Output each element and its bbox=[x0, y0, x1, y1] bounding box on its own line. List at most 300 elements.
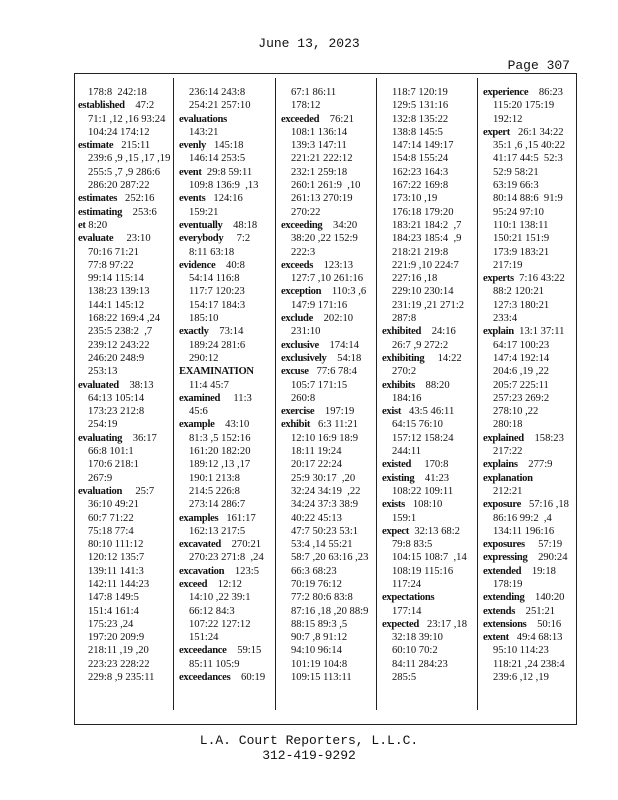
index-refs-line: 178:8 242:18 bbox=[88, 87, 147, 98]
index-refs-line: 47:7 50:23 53:1 bbox=[291, 525, 359, 537]
index-term-line bbox=[382, 458, 480, 471]
index-refs-line: 75:18 77:4 bbox=[88, 525, 134, 537]
index-term: explained bbox=[483, 432, 524, 444]
index-refs: 202:10 bbox=[313, 313, 354, 325]
index-term-line bbox=[179, 671, 277, 684]
index-term-line bbox=[179, 259, 277, 272]
index-term: excavated bbox=[179, 539, 222, 551]
index-refs-line: 105:7 171:15 bbox=[291, 379, 348, 391]
index-refs-line: 233:4 bbox=[493, 313, 518, 325]
index-refs-line: 151:4 161:4 bbox=[88, 605, 139, 617]
index-term: exhibiting bbox=[382, 352, 425, 364]
index-refs: 290:24 bbox=[527, 552, 568, 564]
index-refs-line: 8:11 63:18 bbox=[189, 246, 235, 258]
index-refs-line: 183:21 184:2 ,7 bbox=[392, 219, 462, 231]
index-term-line bbox=[78, 219, 176, 232]
index-term: examined bbox=[179, 392, 221, 404]
index-term-line bbox=[179, 578, 277, 591]
footer bbox=[0, 733, 618, 763]
index-refs: 108:10 bbox=[404, 499, 443, 511]
index-refs-line: 38:20 ,22 152:9 bbox=[291, 233, 358, 245]
index-term-line bbox=[382, 352, 480, 365]
index-refs-line: 192:12 bbox=[493, 113, 523, 125]
index-refs: 86:23 bbox=[528, 87, 563, 98]
index-term: exposure bbox=[483, 499, 522, 511]
index-refs-line: 176:18 179:20 bbox=[392, 206, 454, 218]
index-term: evaluating bbox=[78, 432, 123, 444]
index-term: evaluations bbox=[179, 113, 227, 125]
index-refs-line: 257:23 269:2 bbox=[493, 392, 550, 404]
index-refs-line: 80:10 111:12 bbox=[88, 539, 144, 551]
index-refs-line: 167:22 169:8 bbox=[392, 180, 449, 192]
index-refs-line: 60:7 71:22 bbox=[88, 512, 134, 524]
index-refs-line: 280:18 bbox=[493, 419, 523, 431]
index-term: exists bbox=[382, 499, 405, 511]
index-refs: 57:16 ,18 bbox=[521, 499, 569, 511]
index-refs-line: 88:2 120:21 bbox=[493, 286, 544, 298]
index-term-line bbox=[483, 591, 581, 604]
index-term: exhibit bbox=[281, 419, 311, 431]
index-refs-line: 64:17 100:23 bbox=[493, 339, 550, 351]
index-column-5 bbox=[483, 86, 581, 684]
index-refs: 48:18 bbox=[222, 219, 258, 231]
index-term-line bbox=[483, 458, 581, 471]
index-term: estimating bbox=[78, 206, 123, 218]
index-refs-line: 64:13 105:14 bbox=[88, 392, 145, 404]
index-refs-line: 115:20 175:19 bbox=[493, 100, 555, 112]
index-refs-line: 109:15 113:11 bbox=[291, 672, 352, 684]
index-term-line bbox=[78, 485, 176, 498]
index-refs-line: 151:24 bbox=[189, 632, 219, 644]
index-refs-line: 168:22 169:4 ,24 bbox=[88, 313, 161, 325]
index-refs-line: 218:21 219:8 bbox=[392, 246, 449, 258]
index-refs-line: 53:4 ,14 55:21 bbox=[291, 539, 353, 551]
index-refs: 26:1 34:22 bbox=[510, 126, 564, 138]
index-refs-line: 161:20 182:20 bbox=[189, 446, 251, 458]
index-term-line bbox=[78, 432, 176, 445]
index-refs-line: 254:19 bbox=[88, 419, 118, 431]
index-refs: 38:13 bbox=[118, 379, 154, 391]
index-refs: 88:20 bbox=[414, 379, 450, 391]
index-refs-line: 11:4 45:7 bbox=[189, 379, 229, 391]
index-refs-line: 178:19 bbox=[493, 578, 523, 590]
index-refs-line: 147:4 192:14 bbox=[493, 352, 550, 364]
index-term: exceeding bbox=[281, 219, 323, 231]
index-term: exceedances bbox=[179, 672, 231, 684]
index-refs: 8:20 bbox=[85, 219, 108, 231]
index-refs: 12:12 bbox=[207, 578, 242, 590]
index-term: exclusively bbox=[281, 352, 327, 364]
index-refs-line: 77:2 80:6 83:8 bbox=[291, 592, 353, 604]
index-refs-line: 54:14 116:8 bbox=[189, 273, 240, 285]
index-refs-line: 147:8 149:5 bbox=[88, 592, 139, 604]
index-term-line bbox=[281, 418, 379, 431]
index-term: exactly bbox=[179, 326, 209, 338]
index-term-line bbox=[483, 325, 581, 338]
index-refs-line: 36:10 49:21 bbox=[88, 499, 139, 511]
index-refs-line: 185:10 bbox=[189, 313, 219, 325]
index-refs-line: 64:15 76:10 bbox=[392, 419, 443, 431]
index-term: evidence bbox=[179, 259, 216, 271]
index-term: exercise bbox=[281, 406, 315, 418]
index-refs: 32:13 68:2 bbox=[409, 525, 460, 537]
index-refs-line: 217:19 bbox=[493, 259, 523, 271]
index-refs-line: 94:10 96:14 bbox=[291, 645, 342, 657]
index-term-line bbox=[78, 232, 176, 245]
index-refs: 6:3 11:21 bbox=[310, 419, 358, 431]
index-term: eventually bbox=[179, 219, 223, 231]
index-term: evaluation bbox=[78, 485, 123, 497]
index-term: exclude bbox=[281, 313, 314, 325]
index-refs-line: 26:7 ,9 272:2 bbox=[392, 339, 449, 351]
index-refs-line: 81:3 ,5 152:16 bbox=[189, 432, 251, 444]
index-refs-line: 159:21 bbox=[189, 206, 219, 218]
index-refs-line: 261:13 270:19 bbox=[291, 193, 353, 205]
index-column-2 bbox=[179, 86, 277, 684]
index-term: extends bbox=[483, 605, 516, 617]
index-refs: 76:21 bbox=[319, 113, 354, 125]
index-refs-line: 178:12 bbox=[291, 100, 321, 112]
index-refs: 270:21 bbox=[221, 539, 262, 551]
index-term: expressing bbox=[483, 552, 528, 564]
index-refs: 140:20 bbox=[524, 592, 565, 604]
index-refs-line: 147:9 171:16 bbox=[291, 299, 348, 311]
index-refs-line: 244:11 bbox=[392, 446, 422, 458]
index-refs-line: 52:9 58:21 bbox=[493, 166, 539, 178]
index-refs-line: 108:19 115:16 bbox=[392, 565, 454, 577]
index-refs: 49:4 68:13 bbox=[508, 632, 563, 644]
index-term: evaluated bbox=[78, 379, 119, 391]
index-term-line bbox=[179, 192, 277, 205]
index-term: example bbox=[179, 419, 215, 431]
index-refs: 57:19 bbox=[524, 539, 563, 551]
index-refs-line: 138:23 139:13 bbox=[88, 286, 150, 298]
index-refs-line: 85:11 105:9 bbox=[189, 658, 240, 670]
index-refs: 14:22 bbox=[424, 352, 462, 364]
index-term: extended bbox=[483, 565, 522, 577]
index-term-line bbox=[78, 379, 176, 392]
index-term-line bbox=[281, 405, 379, 418]
index-term-line bbox=[78, 99, 176, 112]
index-refs: 7:16 43:22 bbox=[513, 273, 565, 285]
index-term: estimate bbox=[78, 140, 114, 152]
index-term: exhibits bbox=[382, 379, 415, 391]
index-term-line bbox=[382, 498, 480, 511]
index-term-line bbox=[483, 538, 581, 551]
index-term-line bbox=[179, 512, 277, 525]
index-refs-line: 99:14 115:14 bbox=[88, 273, 144, 285]
index-refs-line: 212:21 bbox=[493, 485, 523, 497]
index-refs-line: 12:10 16:9 18:9 bbox=[291, 432, 359, 444]
index-refs: 19:18 bbox=[521, 565, 556, 577]
index-term: exhibited bbox=[382, 326, 422, 338]
index-refs-line: 86:16 99:2 ,4 bbox=[493, 512, 552, 524]
index-term: exceeds bbox=[281, 259, 314, 271]
index-refs-line: 286:20 287:22 bbox=[88, 180, 150, 192]
index-refs: 123:5 bbox=[224, 565, 259, 577]
index-refs-line: 170:6 218:1 bbox=[88, 459, 139, 471]
index-refs-line: 132:8 135:22 bbox=[392, 113, 449, 125]
index-refs-line: 273:14 286:7 bbox=[189, 499, 246, 511]
index-refs-line: 45:6 bbox=[189, 406, 208, 418]
index-refs-line: 101:19 104:8 bbox=[291, 658, 348, 670]
index-refs-line: 66:3 68:23 bbox=[291, 565, 337, 577]
index-refs: 170:8 bbox=[411, 459, 449, 471]
index-term: excuse bbox=[281, 366, 309, 378]
index-term-line bbox=[483, 432, 581, 445]
index-refs-line: 246:20 248:9 bbox=[88, 352, 145, 364]
index-refs-line: 60:10 70:2 bbox=[392, 645, 438, 657]
index-refs-line: 270:2 bbox=[392, 366, 417, 378]
index-term-line bbox=[483, 472, 581, 485]
index-refs-line: 162:13 217:5 bbox=[189, 525, 246, 537]
index-column-4 bbox=[382, 86, 480, 684]
index-term: exceeded bbox=[281, 113, 320, 125]
index-refs: 253:6 bbox=[122, 206, 157, 218]
index-refs-line: 184:16 bbox=[392, 392, 422, 404]
index-refs-line: 84:11 284:23 bbox=[392, 658, 448, 670]
index-refs-line: 70:19 76:12 bbox=[291, 578, 342, 590]
index-refs-line: 66:12 84:3 bbox=[189, 605, 235, 617]
index-refs-line: 20:17 22:24 bbox=[291, 459, 342, 471]
index-term: exist bbox=[382, 406, 402, 418]
index-term-line bbox=[281, 312, 379, 325]
index-refs-line: 260:1 261:9 ,10 bbox=[291, 180, 361, 192]
index-term: existing bbox=[382, 472, 415, 484]
index-refs-line: 80:14 88:6 91:9 bbox=[493, 193, 563, 205]
index-refs-line: 108:1 136:14 bbox=[291, 126, 348, 138]
index-term: expected bbox=[382, 618, 420, 630]
index-refs: 36:17 bbox=[122, 432, 157, 444]
index-refs-line: 204:6 ,19 ,22 bbox=[493, 366, 549, 378]
index-refs-line: 217:22 bbox=[493, 446, 523, 458]
index-refs: 23:17 ,18 bbox=[419, 618, 467, 630]
index-term-line bbox=[483, 272, 581, 285]
index-refs-line: 117:24 bbox=[392, 578, 422, 590]
index-refs-line: 239:12 243:22 bbox=[88, 339, 150, 351]
index-refs: 54:18 bbox=[326, 352, 362, 364]
index-refs-line: 58:7 ,20 63:16 ,23 bbox=[291, 552, 369, 564]
index-refs-line: 159:1 bbox=[392, 512, 417, 524]
index-term-line bbox=[382, 325, 480, 338]
index-refs-line: 173:10 ,19 bbox=[392, 193, 438, 205]
index-refs-line: 117:7 120:23 bbox=[189, 286, 245, 298]
index-refs: 60:19 bbox=[230, 672, 266, 684]
index-term-line bbox=[483, 126, 581, 139]
index-refs-line: 235:5 238:2 ,7 bbox=[88, 326, 153, 338]
index-term: existed bbox=[382, 459, 412, 471]
index-refs: 50:16 bbox=[526, 618, 562, 630]
index-term-line bbox=[78, 206, 176, 219]
index-term-line bbox=[483, 551, 581, 564]
index-refs: 215:11 bbox=[113, 140, 151, 152]
index-term-line bbox=[483, 618, 581, 631]
index-refs-line: 90:7 ,8 91:12 bbox=[291, 632, 348, 644]
index-refs-line: 18:11 19:24 bbox=[291, 446, 342, 458]
index-refs-line: 110:1 138:11 bbox=[493, 219, 549, 231]
index-refs-line: 104:15 108:7 ,14 bbox=[392, 552, 467, 564]
index-term-line bbox=[179, 232, 277, 245]
index-refs-line: 184:23 185:4 ,9 bbox=[392, 233, 462, 245]
index-refs-line: 267:9 bbox=[88, 472, 113, 484]
index-term: exposures bbox=[483, 539, 525, 551]
index-term: examples bbox=[179, 512, 219, 524]
index-refs-line: 95:10 114:23 bbox=[493, 645, 549, 657]
index-term-line bbox=[483, 565, 581, 578]
index-term: expect bbox=[382, 525, 410, 537]
index-term-line bbox=[281, 352, 379, 365]
index-refs-line: 290:12 bbox=[189, 352, 219, 364]
index-refs-line: 197:20 209:9 bbox=[88, 632, 145, 644]
index-refs-line: 189:24 281:6 bbox=[189, 339, 246, 351]
index-refs-line: 175:23 ,24 bbox=[88, 618, 134, 630]
index-refs-line: 287:8 bbox=[392, 313, 417, 325]
index-refs-line: 139:3 147:11 bbox=[291, 140, 347, 152]
index-refs-line: 162:23 164:3 bbox=[392, 166, 449, 178]
index-term-line bbox=[78, 139, 176, 152]
index-refs-line: 231:19 ,21 271:2 bbox=[392, 299, 465, 311]
index-term-line bbox=[281, 339, 379, 352]
index-refs: 24:16 bbox=[421, 326, 456, 338]
index-refs-line: 154:17 184:3 bbox=[189, 299, 246, 311]
index-refs-line: 87:16 ,18 ,20 88:9 bbox=[291, 605, 369, 617]
index-refs-line: 278:10 ,22 bbox=[493, 406, 539, 418]
index-refs-line: 67:1 86:11 bbox=[291, 87, 337, 98]
index-refs-line: 154:8 155:24 bbox=[392, 153, 449, 165]
index-term: experience bbox=[483, 87, 529, 98]
index-refs: 43:10 bbox=[214, 419, 250, 431]
index-refs-line: 173:9 183:21 bbox=[493, 246, 550, 258]
index-term: exceed bbox=[179, 578, 208, 590]
index-refs-line: 70:16 71:21 bbox=[88, 246, 139, 258]
index-refs-line: 255:5 ,7 ,9 286:6 bbox=[88, 166, 161, 178]
index-refs-line: 260:8 bbox=[291, 392, 316, 404]
index-refs-line: 139:11 141:3 bbox=[88, 565, 144, 577]
index-term-line bbox=[179, 418, 277, 431]
index-refs-line: 221:21 222:12 bbox=[291, 153, 353, 165]
index-refs: 29:8 59:11 bbox=[201, 166, 253, 178]
index-refs-line: 232:1 259:18 bbox=[291, 166, 348, 178]
index-term: excavation bbox=[179, 565, 225, 577]
index-refs: 197:19 bbox=[314, 406, 355, 418]
index-term: event bbox=[179, 166, 202, 178]
header-date: June 13, 2023 bbox=[258, 36, 360, 51]
index-term-line bbox=[179, 365, 277, 378]
index-refs-line: 108:22 109:11 bbox=[392, 485, 454, 497]
index-refs-line: 120:12 135:7 bbox=[88, 552, 145, 564]
index-refs-line: 270:22 bbox=[291, 206, 321, 218]
index-refs: 110:3 ,6 bbox=[321, 286, 367, 298]
index-term: everybody bbox=[179, 233, 224, 245]
index-refs-line: 157:12 158:24 bbox=[392, 432, 454, 444]
index-refs-line: 229:8 ,9 235:11 bbox=[88, 672, 155, 684]
index-term: EXAMINATION bbox=[179, 366, 254, 378]
index-refs-line: 236:14 243:8 bbox=[189, 87, 246, 98]
index-refs-line: 14:10 ,22 39:1 bbox=[189, 592, 251, 604]
index-refs-line: 40:22 45:13 bbox=[291, 512, 342, 524]
index-refs-line: 177:14 bbox=[392, 605, 422, 617]
index-refs-line: 109:8 136:9 ,13 bbox=[189, 180, 259, 192]
index-refs-line: 227:16 ,18 bbox=[392, 273, 438, 285]
index-term-line bbox=[382, 405, 480, 418]
index-refs-line: 104:24 174:12 bbox=[88, 126, 150, 138]
index-refs-line: 173:23 212:8 bbox=[88, 406, 145, 418]
index-term-line bbox=[483, 605, 581, 618]
index-term-line bbox=[281, 259, 379, 272]
footer-phone: 312-419-9292 bbox=[262, 748, 356, 763]
index-refs-line: 95:24 97:10 bbox=[493, 206, 544, 218]
index-term-line bbox=[382, 379, 480, 392]
index-refs-line: 214:5 226:8 bbox=[189, 485, 240, 497]
index-term-line bbox=[382, 591, 480, 604]
index-refs-line: 229:10 230:14 bbox=[392, 286, 454, 298]
index-refs-line: 34:24 37:3 38:9 bbox=[291, 499, 359, 511]
index-refs-line: 127:7 ,10 261:16 bbox=[291, 273, 364, 285]
index-term: extensions bbox=[483, 618, 527, 630]
index-refs-line: 231:10 bbox=[291, 326, 321, 338]
index-refs-line: 285:5 bbox=[392, 672, 417, 684]
index-refs: 7:2 bbox=[223, 233, 251, 245]
index-term-line bbox=[483, 631, 581, 644]
index-refs-line: 134:11 196:16 bbox=[493, 525, 555, 537]
index-refs: 77:6 78:4 bbox=[308, 366, 357, 378]
index-refs-line: 41:17 44:5 52:3 bbox=[493, 153, 563, 165]
index-refs-line: 63:19 66:3 bbox=[493, 180, 539, 192]
index-term: explanation bbox=[483, 472, 533, 484]
index-term-line bbox=[179, 565, 277, 578]
index-term-line bbox=[281, 285, 379, 298]
index-term: expectations bbox=[382, 592, 435, 604]
index-term: extent bbox=[483, 632, 509, 644]
index-refs: 41:23 bbox=[414, 472, 450, 484]
index-refs-line: 32:18 39:10 bbox=[392, 632, 443, 644]
index-refs-line: 138:8 145:5 bbox=[392, 126, 443, 138]
index-term: exclusive bbox=[281, 339, 319, 351]
index-term: exception bbox=[281, 286, 322, 298]
index-refs: 34:20 bbox=[322, 219, 358, 231]
index-term: expert bbox=[483, 126, 511, 138]
index-term: exceedance bbox=[179, 645, 227, 657]
index-refs-line: 218:11 ,19 ,20 bbox=[88, 645, 149, 657]
index-refs: 252:16 bbox=[117, 193, 155, 205]
index-refs: 174:14 bbox=[318, 339, 359, 351]
index-term: explain bbox=[483, 326, 514, 338]
index-refs: 251:21 bbox=[515, 605, 556, 617]
index-refs-line: 25:9 30:17 ,20 bbox=[291, 472, 356, 484]
index-refs-line: 253:13 bbox=[88, 366, 118, 378]
index-term: explains bbox=[483, 459, 518, 471]
index-term-line bbox=[382, 525, 480, 538]
index-term-line bbox=[179, 538, 277, 551]
index-refs-line: 205:7 225:11 bbox=[493, 379, 549, 391]
index-term-line bbox=[382, 618, 480, 631]
index-refs-line: 127:3 180:21 bbox=[493, 299, 550, 311]
index-refs-line: 118:21 ,24 238:4 bbox=[493, 658, 565, 670]
index-term-line bbox=[179, 325, 277, 338]
index-term: evaluate bbox=[78, 233, 114, 245]
index-refs: 40:8 bbox=[215, 259, 245, 271]
index-refs-line: 144:1 145:12 bbox=[88, 299, 145, 311]
index-term: established bbox=[78, 100, 125, 112]
index-refs-line: 88:15 89:3 ,5 bbox=[291, 618, 348, 630]
index-refs: 13:1 37:11 bbox=[513, 326, 565, 338]
index-refs-line: 35:1 ,6 ,15 40:22 bbox=[493, 140, 566, 152]
index-term-line bbox=[179, 113, 277, 126]
index-refs-line: 107:22 127:12 bbox=[189, 618, 251, 630]
index-term-line bbox=[78, 192, 176, 205]
index-term-line bbox=[179, 644, 277, 657]
index-term-line bbox=[179, 139, 277, 152]
